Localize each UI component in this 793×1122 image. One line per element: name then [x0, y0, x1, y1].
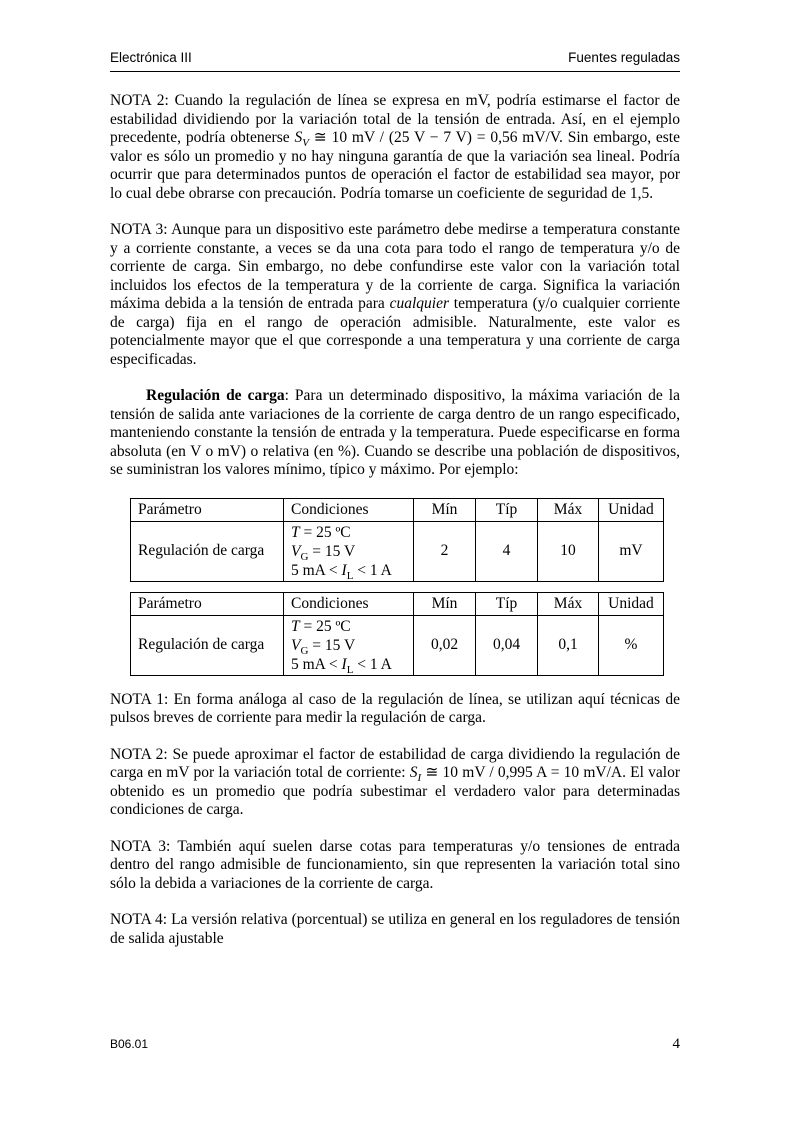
paragraph-nota-4-carga: NOTA 4: La versión relativa (porcentual) se utiliza en general en los reguladores de tensión de salida ajustable [110, 911, 680, 947]
paragraph-nota-3-carga: NOTA 3: También aquí suelen darse cotas para temperaturas y/o tensiones de entrada dentro del rango admisible de funcionamiento, sin que representen la variación total sino sólo la debida a variaciones de la corriente de carga. [110, 837, 680, 892]
cell-max: 10 [538, 521, 599, 581]
cell-unidad: mV [599, 521, 664, 581]
paragraph-nota-2-linea: NOTA 2: Cuando la regulación de línea se expresa en mV, podría estimarse el factor de estabilidad dividiendo por la variación total de la tensión de entrada. Así, en el ejemplo precedente, podría obtenerse $S_V$ ≅ 10 mV / (25 V − 7 V) = 0,56 mV/V. Sin embargo, este valor es sólo un promedio y no hay ninguna garantía de que la variación sea lineal. Podría ocurrir que para determinados puntos de operación el factor de estabilidad sea mayor, por lo cual debe obrarse con precaución. Podría tomarse un coeficiente de seguridad de 1,5. [110, 92, 680, 202]
cell-unidad: % [599, 615, 664, 675]
cell-condiciones [284, 615, 414, 675]
header-cell-min: Mín [414, 592, 476, 615]
header-cell-parametro: Parámetro [131, 592, 284, 615]
cell-min: 2 [414, 521, 476, 581]
spec-table-absoluta [130, 498, 664, 582]
paragraph-nota-1-carga: NOTA 1: En forma análoga al caso de la regulación de línea, se utilizan aquí técnicas de pulsos breves de corriente para medir la regulación de carga. [110, 690, 680, 726]
cell-parametro: Regulación de carga [131, 615, 284, 675]
cell-min: 0,02 [414, 615, 476, 675]
table-header-row [131, 592, 664, 615]
page-header [110, 50, 680, 72]
paragraph-nota-3-linea: NOTA 3: Aunque para un dispositivo este parámetro debe medirse a temperatura constante y a corriente constante, a veces se da una cota para todo el rango de temperatura y/o de corriente de carga. Sin embargo, no debe confundirse este valor con la variación total incluidos los efectos de la temperatura y de la corriente de carga. Significa la variación máxima debida a la tensión de entrada para cualquier temperatura (y/o cualquier corriente de carga) fija en el rango de operación admisible. Naturalmente, este valor es potencialmente mayor que el que corresponde a una temperatura y una corriente de carga especificadas. [110, 221, 680, 368]
spec-table-relativa [130, 592, 664, 676]
header-cell-condiciones: Condiciones [284, 592, 414, 615]
paragraph-regulacion-de-carga: Regulación de carga: Para un determinado dispositivo, la máxima variación de la tensión de salida ante variaciones de la corriente de carga dentro de un rango especificado, manteniendo constante la tensión de entrada y la temperatura. Puede especificarse en forma absoluta (en V o mV) o relativa (en %). Cuando se describe una población de dispositivos, se suministran los valores mínimo, típico y máximo. Por ejemplo: [110, 387, 680, 478]
condition-line: 5 mA < $I_L < 1$ A [291, 655, 392, 676]
cell-tip: 4 [476, 521, 538, 581]
condition-line: T = 25 ºC [291, 617, 351, 635]
page-footer [110, 1036, 680, 1053]
cell-condiciones [284, 521, 414, 581]
header-cell-parametro: Parámetro [131, 498, 284, 521]
header-cell-condiciones: Condiciones [284, 498, 414, 521]
header-cell-unidad: Unidad [599, 592, 664, 615]
footer-document-code: B06.01 [110, 1037, 149, 1051]
condition-line: $V_G = 15$ V [291, 636, 356, 657]
header-cell-max: Máx [538, 498, 599, 521]
condition-line: T = 25 ºC [291, 523, 351, 541]
table-row [131, 615, 664, 675]
header-cell-max: Máx [538, 592, 599, 615]
paragraph-nota-2-carga: NOTA 2: Se puede aproximar el factor de estabilidad de carga dividiendo la regulación de carga en mV por la variación total de corriente: $S_I$ ≅ 10 mV / 0,995 A = 10 mV/A. El valor obtenido es un promedio que podría subestimar el verdadero valor para determinadas condiciones de carga. [110, 745, 680, 818]
header-section-title: Fuentes reguladas [568, 50, 680, 65]
header-course-title: Electrónica III [110, 50, 192, 65]
header-cell-unidad: Unidad [599, 498, 664, 521]
cell-max: 0,1 [538, 615, 599, 675]
table-row [131, 521, 664, 581]
table-header-row [131, 498, 664, 521]
cell-tip: 0,04 [476, 615, 538, 675]
header-cell-tip: Típ [476, 498, 538, 521]
condition-line: $V_G = 15$ V [291, 542, 356, 563]
cell-parametro: Regulación de carga [131, 521, 284, 581]
condition-line: 5 mA < $I_L < 1$ A [291, 561, 392, 582]
header-cell-min: Mín [414, 498, 476, 521]
document-content [110, 50, 680, 966]
footer-page-number: 4 [672, 1036, 680, 1052]
header-cell-tip: Típ [476, 592, 538, 615]
